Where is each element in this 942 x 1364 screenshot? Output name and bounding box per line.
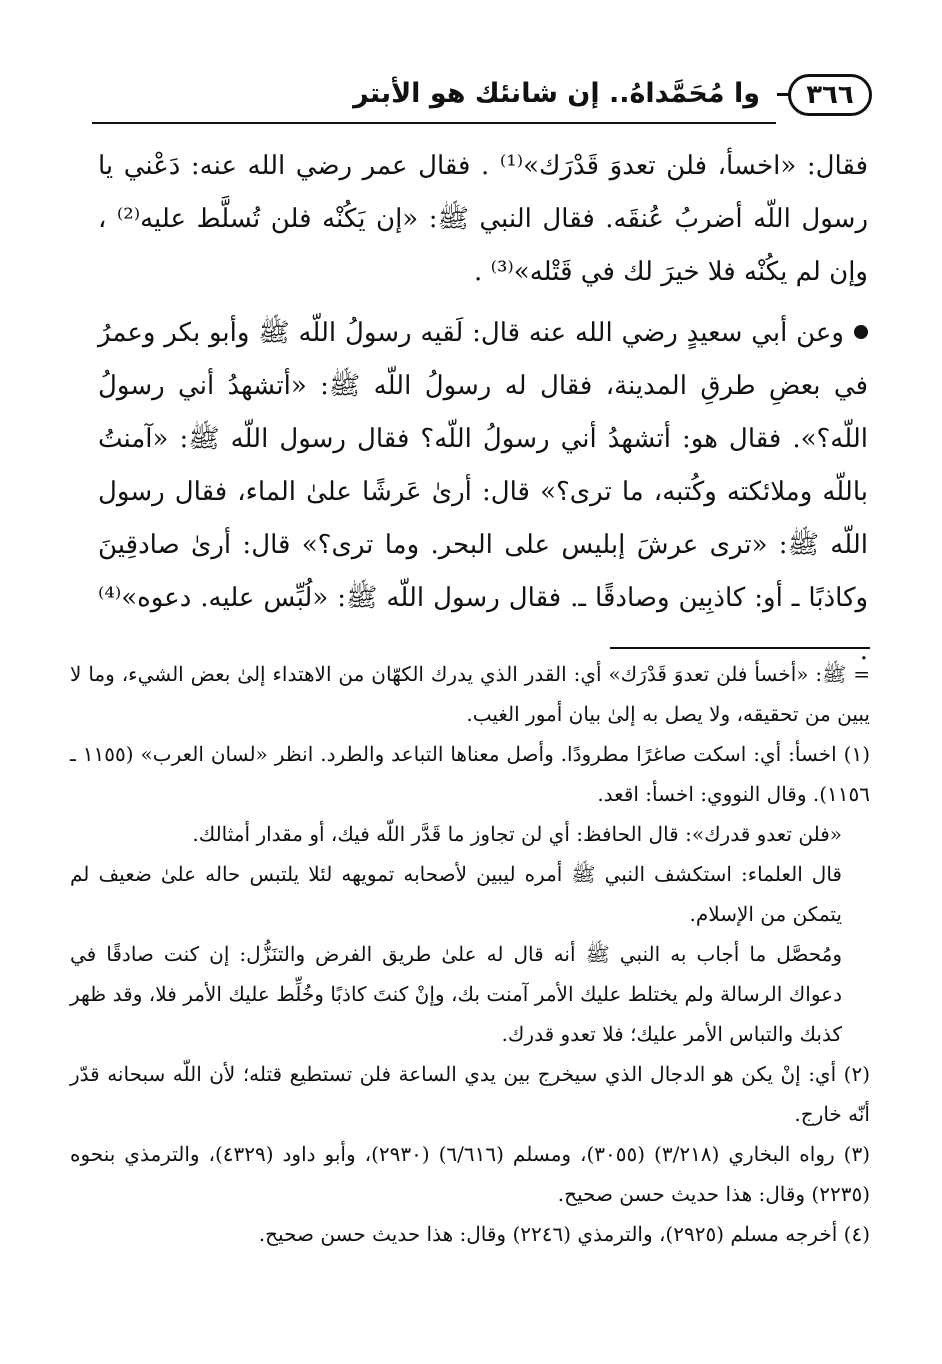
main-text: [98, 140, 868, 678]
bullet-icon: [854, 325, 868, 339]
footnote-3: (٣) رواه البخاري (٣/٢١٨) (٣٠٥٥)، ومسلم (٦/٦١٦) (٢٩٣٠)، وأبو داود (٤٣٢٩)، والترمذي بنحوه (٢٢٣٥) وقال: هذا حديث حسن صحيح.: [70, 1142, 870, 1206]
footnote-1-note-b: قال العلماء: استكشف النبي ﷺ أمره ليبين لأصحابه تمويهه لئلا يلتبس حاله علىٰ ضعيف لم يتمكن من الإسلام.: [70, 862, 842, 926]
page-number: ٣٦٦: [788, 74, 872, 116]
footnotes: [70, 654, 870, 1254]
paragraph-2: [98, 307, 868, 678]
running-title: وا مُحَمَّداهُ.. إن شانئك هو الأبتر: [353, 78, 760, 109]
paragraph-1: فقال: «اخسأ، فلن تعدوَ قَدْرَك»⁽¹⁾ . فقال عمر رضي الله عنه: دَعْني يا رسول اللّه أضربُ عُنقَه. فقال النبي ﷺ: «إن يَكُنْه فلن تُسلَّط عليه⁽²⁾ ، وإن لم يكُنْه فلا خيرَ لك في قَتْله»⁽³⁾ .: [98, 151, 869, 287]
footnote-4: (٤) أخرجه مسلم (٢٩٢٥)، والترمذي (٢٢٤٦) وقال: هذا حديث حسن صحيح.: [258, 1222, 870, 1246]
header-rule: [92, 122, 776, 124]
footnote-1: (١) اخسأ: أي: اسكت صاغرًا مطرودًا. وأصل معناها التباعد والطرد. انظر «لسان العرب» (١١٥٥ ـ ١١٥٦). وقال النووي: اخسأ: اقعد.: [70, 742, 871, 806]
footnote-1-note-c: ومُحصَّل ما أجاب به النبي ﷺ أنه قال له علىٰ طريق الفرض والتنَزُّل: إن كنت صادقًا في دعواك الرسالة ولم يختلط عليك الأمر آمنت بك، وإنْ كنتَ كاذبًا وخُلِّط عليك الأمر فلا، وقد ظهر كذبك والتباس الأمر عليك؛ فلا تعدو قدرك.: [70, 942, 842, 1046]
footnote-continuation: = ﷺ: «أخسأ فلن تعدوَ قَدْرَك» أي: القدر الذي يدرك الكهّان من الاهتداء إلىٰ بعض الشيء، وما لا يبين من تحقيقه، ولا يصل به إلىٰ بيان أمور الغيب.: [70, 662, 870, 726]
page-header: [92, 70, 872, 130]
paragraph-2-text: وعن أبي سعيدٍ رضي الله عنه قال: لَقيه رسولُ اللّه ﷺ وأبو بكر وعمرُ في بعضِ طرقِ المدينة، فقال له رسولُ اللّه ﷺ: «أتشهدُ أني رسولُ اللّه؟». فقال هو: أتشهدُ أني رسولُ اللّه؟ فقال رسول اللّه ﷺ: «آمنتُ باللّه وملائكته وكُتبه، ما ترى؟» قال: أرىٰ عَرشًا علىٰ الماء، فقال رسول اللّه ﷺ: «ترى عرشَ إبليس على البحر. وما ترى؟» قال: أرىٰ صادقِينَ وكاذبًا ـ أو: كاذبِين وصادقًا ـ. فقال رسول اللّه ﷺ: «لُبِّس عليه. دعوه»⁽⁴⁾ .: [98, 318, 868, 666]
footnote-2: (٢) أي: إنْ يكن هو الدجال الذي سيخرج بين يدي الساعة فلن تستطيع قتله؛ لأن اللّه سبحانه قدّر أنّه خارج.: [70, 1062, 870, 1126]
footnote-1-note-a: «فلن تعدو قدرك»: قال الحافظ: أي لن تجاوز ما قَدَّر اللّه فيك، أو مقدار أمثالك.: [192, 822, 842, 846]
footnote-separator: [610, 647, 870, 649]
